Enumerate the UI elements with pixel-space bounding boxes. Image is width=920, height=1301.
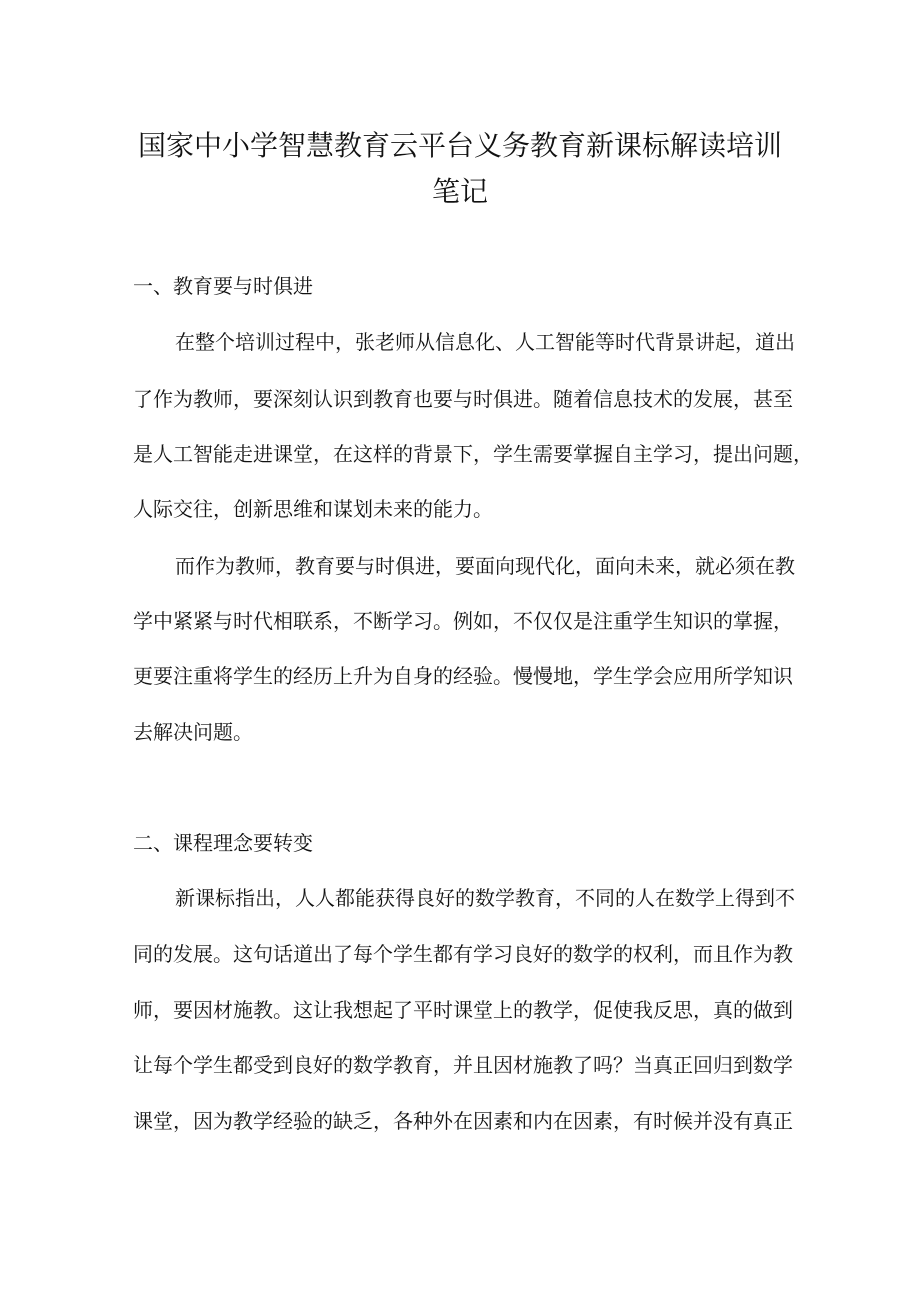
section-1-para-1-line: 是人工智能走进课堂，在这样的背景下，学生需要掌握自主学习，提出问题， [133,442,813,466]
section-1-para-2-line: 去解决问题。 [133,720,253,744]
document-title-line-1: 国家中小学智慧教育云平台义务教育新课标解读培训 [137,129,782,162]
section-2-para-1-line: 同的发展。这句话道出了每个学生都有学习良好的数学的权利，而且作为教 [133,942,793,966]
section-1-para-2-line: 而作为教师，教育要与时俱进，要面向现代化，面向未来，就必须在教 [175,554,795,578]
section-1-para-1-line: 在整个培训过程中，张老师从信息化、人工智能等时代背景讲起，道出 [175,330,795,354]
section-1-heading: 一、教育要与时俱进 [133,274,313,298]
section-1-para-1-line: 了作为教师，要深刻认识到教育也要与时俱进。随着信息技术的发展，甚至 [133,387,793,411]
section-1-para-2-line: 更要注重将学生的经历上升为自身的经验。慢慢地，学生学会应用所学知识 [133,664,793,688]
document-title-line-2: 笔记 [431,175,488,208]
section-2-para-1-line: 新课标指出，人人都能获得良好的数学教育，不同的人在数学上得到不 [175,886,795,910]
section-1-para-1-line: 人际交往，创新思维和谋划未来的能力。 [133,497,493,521]
section-2-heading: 二、课程理念要转变 [133,831,313,855]
section-2-para-1-line: 让每个学生都受到良好的数学教育，并且因材施教了吗？当真正回归到数学 [133,1053,793,1077]
section-2-para-1-line: 师，要因材施教。这让我想起了平时课堂上的教学，促使我反思，真的做到 [133,998,793,1022]
section-1-para-2-line: 学中紧紧与时代相联系，不断学习。例如，不仅仅是注重学生知识的掌握， [133,609,793,633]
section-2-para-1-line: 课堂，因为教学经验的缺乏，各种外在因素和内在因素，有时候并没有真正 [133,1109,793,1133]
